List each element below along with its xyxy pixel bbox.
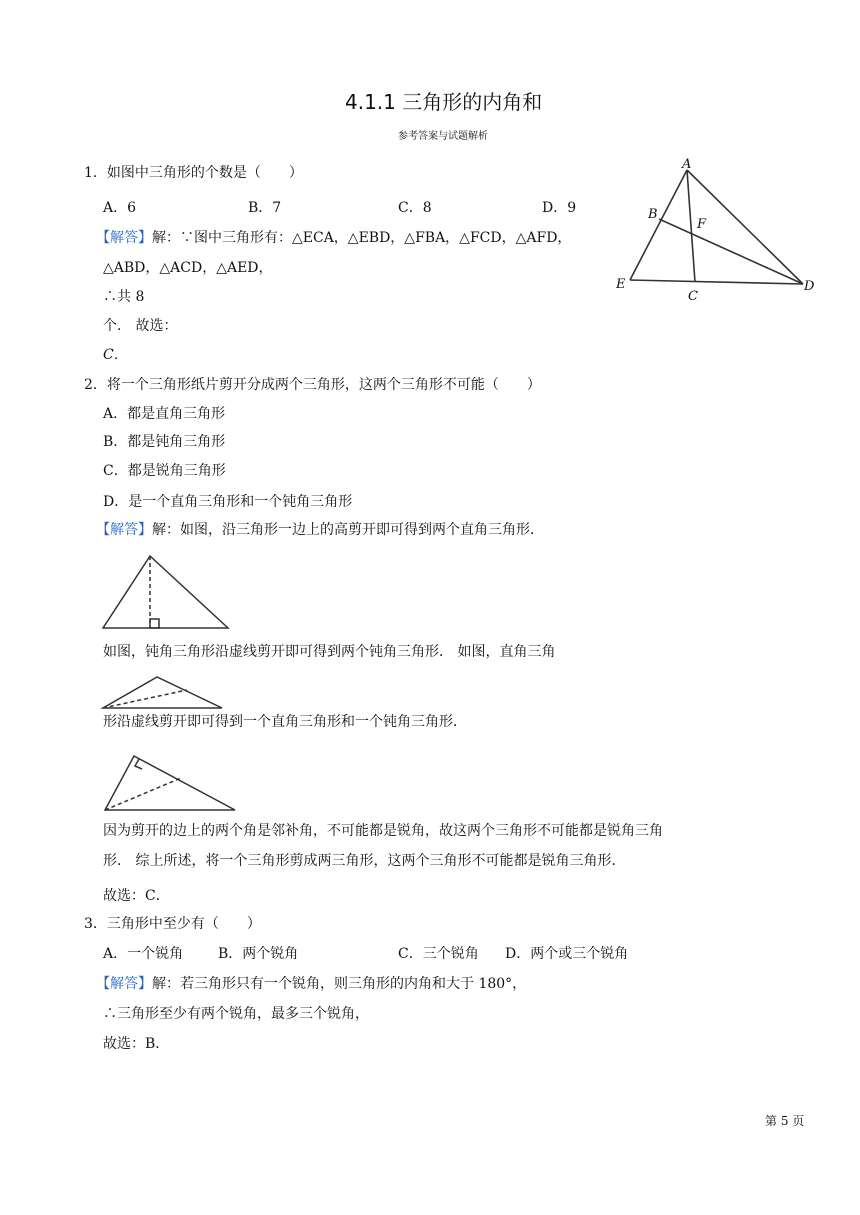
label-b: B	[648, 207, 658, 222]
q1-option-b: B．7	[248, 200, 282, 216]
q2-conclusion: 故选：C．	[103, 888, 170, 904]
q1-stem: 1．如图中三角形的个数是（ ）	[84, 165, 303, 181]
q1-answer-line4: 个． 故选：	[103, 318, 178, 334]
q1-answer-line2: △ABD，△ACD，△AED，	[103, 260, 273, 276]
q3-answer-line2: ∴三角形至少有两个锐角，最多三个锐角，	[103, 1006, 369, 1022]
q1-answer-line3: ∴共 8	[103, 289, 145, 305]
q3-option-b: B．两个锐角	[218, 946, 299, 962]
q1-option-d: D．9	[542, 200, 577, 216]
q2-answer-tag: 【解答】	[96, 522, 152, 538]
q1-option-a: A．6	[103, 200, 137, 216]
page-title: 4.1.1 三角形的内角和	[345, 90, 543, 114]
q1-answer-tag: 【解答】	[96, 230, 152, 246]
q2-text5: 形． 综上所述，将一个三角形剪成两三角形，这两个三角形不可能都是锐角三角形．	[103, 853, 626, 869]
label-a: A	[682, 157, 692, 172]
q2-answer-text1: 解：如图，沿三角形一边上的高剪开即可得到两个直角三角形．	[152, 522, 544, 538]
q2-text2: 如图，钝角三角形沿虚线剪开即可得到两个钝角三角形． 如图，直角三角	[103, 644, 556, 660]
label-c: C	[688, 289, 698, 304]
q3-stem: 3．三角形中至少有（ ）	[84, 916, 261, 932]
q3-option-c: C．三个锐角	[398, 946, 479, 962]
q3-answer-tag: 【解答】	[96, 976, 152, 992]
label-d: D	[804, 279, 815, 294]
q2-option-a: A．都是直角三角形	[103, 406, 226, 422]
q1-answer-line5: C．	[103, 347, 128, 363]
q3-conclusion: 故选：B．	[103, 1036, 170, 1052]
q2-stem: 2．将一个三角形纸片剪开分成两个三角形，这两个三角形不可能（ ）	[84, 377, 541, 393]
q3-answer-line1	[96, 973, 526, 993]
q1-option-c: C．8	[398, 200, 432, 216]
q3-option-d: D．两个或三个锐角	[505, 946, 629, 962]
q2-option-d: D．是一个直角三角形和一个钝角三角形	[103, 494, 353, 510]
q3-option-a: A．一个锐角	[103, 946, 184, 962]
q2-text3: 形沿虚线剪开即可得到一个直角三角形和一个钝角三角形．	[103, 714, 467, 730]
page-subtitle: 参考答案与试题解析	[398, 131, 488, 142]
q3-answer-text1: 解：若三角形只有一个锐角，则三角形的内角和大于 180°，	[152, 976, 527, 992]
q1-answer-text1: 解：∵图中三角形有：△ECA，△EBD，△FBA，△FCD，△AFD，	[152, 230, 572, 246]
page-number: 第 5 页	[765, 1114, 805, 1128]
q2-option-c: C．都是锐角三角形	[103, 463, 226, 479]
q2-option-b: B．都是钝角三角形	[103, 434, 226, 450]
q2-text4: 因为剪开的边上的两个角是邻补角，不可能都是锐角，故这两个三角形不可能都是锐角三角	[103, 823, 663, 839]
label-f: F	[697, 217, 707, 232]
label-e: E	[616, 277, 626, 292]
